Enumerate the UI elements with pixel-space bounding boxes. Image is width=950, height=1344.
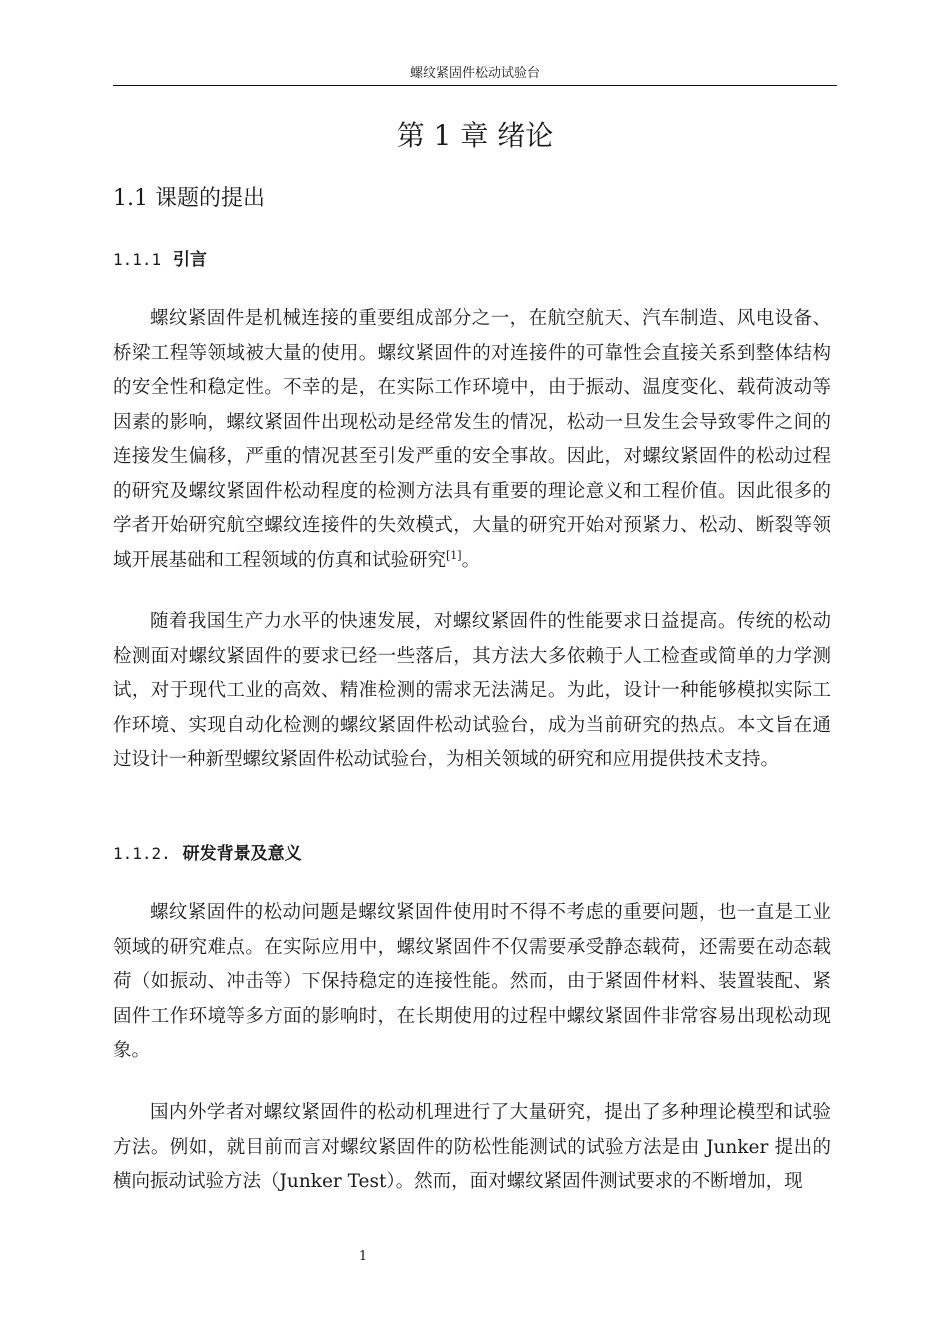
paragraph-text: 螺纹紧固件的松动问题是螺纹紧固件使用时不得不考虑的重要问题，也一直是工业领域的研究难点。在实际应用中，螺纹紧固件不仅需要承受静态载荷，还需要在动态载荷（如振动、冲击等）下保持稳定的连接性能。然而，由于紧固件材料、装置装配、紧固件工作环境等多方面的影响时，在长期使用的过程中螺纹紧固件非常容易出现松动现象。	[113, 902, 831, 1061]
header-rule	[113, 85, 837, 86]
paragraph-text: 国内外学者对螺纹紧固件的松动机理进行了大量研究，提出了多种理论模型和试验方法。例如，就目前而言对螺纹紧固件的防松性能测试的试验方法是由 Junker 提出的横向振动试验方法（Junker Test）。然而，面对螺纹紧固件测试要求的不断增加，现	[113, 1102, 831, 1192]
paragraph-text: 随着我国生产力水平的快速发展，对螺纹紧固件的性能要求日益提高。传统的松动检测面对螺纹紧固件的要求已经一些落后，其方法大多依赖于人工检查或简单的力学测试，对于现代工业的高效、精准检测的需求无法满足。为此，设计一种能够模拟实际工作环境、实现自动化检测的螺纹紧固件松动试验台，成为当前研究的热点。本文旨在通过设计一种新型螺纹紧固件松动试验台，为相关领域的研究和应用提供技术支持。	[113, 611, 831, 770]
citation[interactable]: [1]	[446, 548, 462, 562]
subsection-number: 1.1.1	[113, 250, 162, 269]
subsection-number: 1.1.2.	[113, 844, 171, 863]
page-number: 1	[358, 1249, 368, 1264]
paragraph-text: 螺纹紧固件是机械连接的重要组成部分之一，在航空航天、汽车制造、风电设备、桥梁工程等领域被大量的使用。螺纹紧固件的对连接件的可靠性会直接关系到整体结构的安全性和稳定性。不幸的是，在实际工作环境中，由于振动、温度变化、载荷波动等因素的影响，螺纹紧固件出现松动是经常发生的情况，松动一旦发生会导致零件之间的连接发生偏移，严重的情况甚至引发严重的安全事故。因此，对螺纹紧固件的松动过程的研究及螺纹紧固件松动程度的检测方法具有重要的理论意义和工程价值。因此很多的学者开始研究航空螺纹连接件的失效模式，大量的研究开始对预紧力、松动、断裂等领域开展基础和工程领域的仿真和试验研究	[113, 308, 831, 571]
paragraph-intro-1	[113, 302, 831, 578]
subsection-heading-background	[113, 842, 302, 866]
subsection-title-text: 研发背景及意义	[182, 844, 302, 864]
subsection-heading-intro	[113, 248, 207, 272]
paragraph-background-1	[113, 896, 831, 1069]
paragraph-intro-2	[113, 605, 831, 778]
paragraph-tail: 。	[461, 549, 481, 571]
section-title: 1.1 课题的提出	[113, 186, 265, 211]
subsection-title-text: 引言	[173, 250, 208, 270]
chapter-title: 第 1 章 绪论	[396, 119, 554, 152]
paragraph-background-2	[113, 1096, 831, 1200]
running-header: 螺纹紧固件松动试验台	[409, 66, 540, 81]
